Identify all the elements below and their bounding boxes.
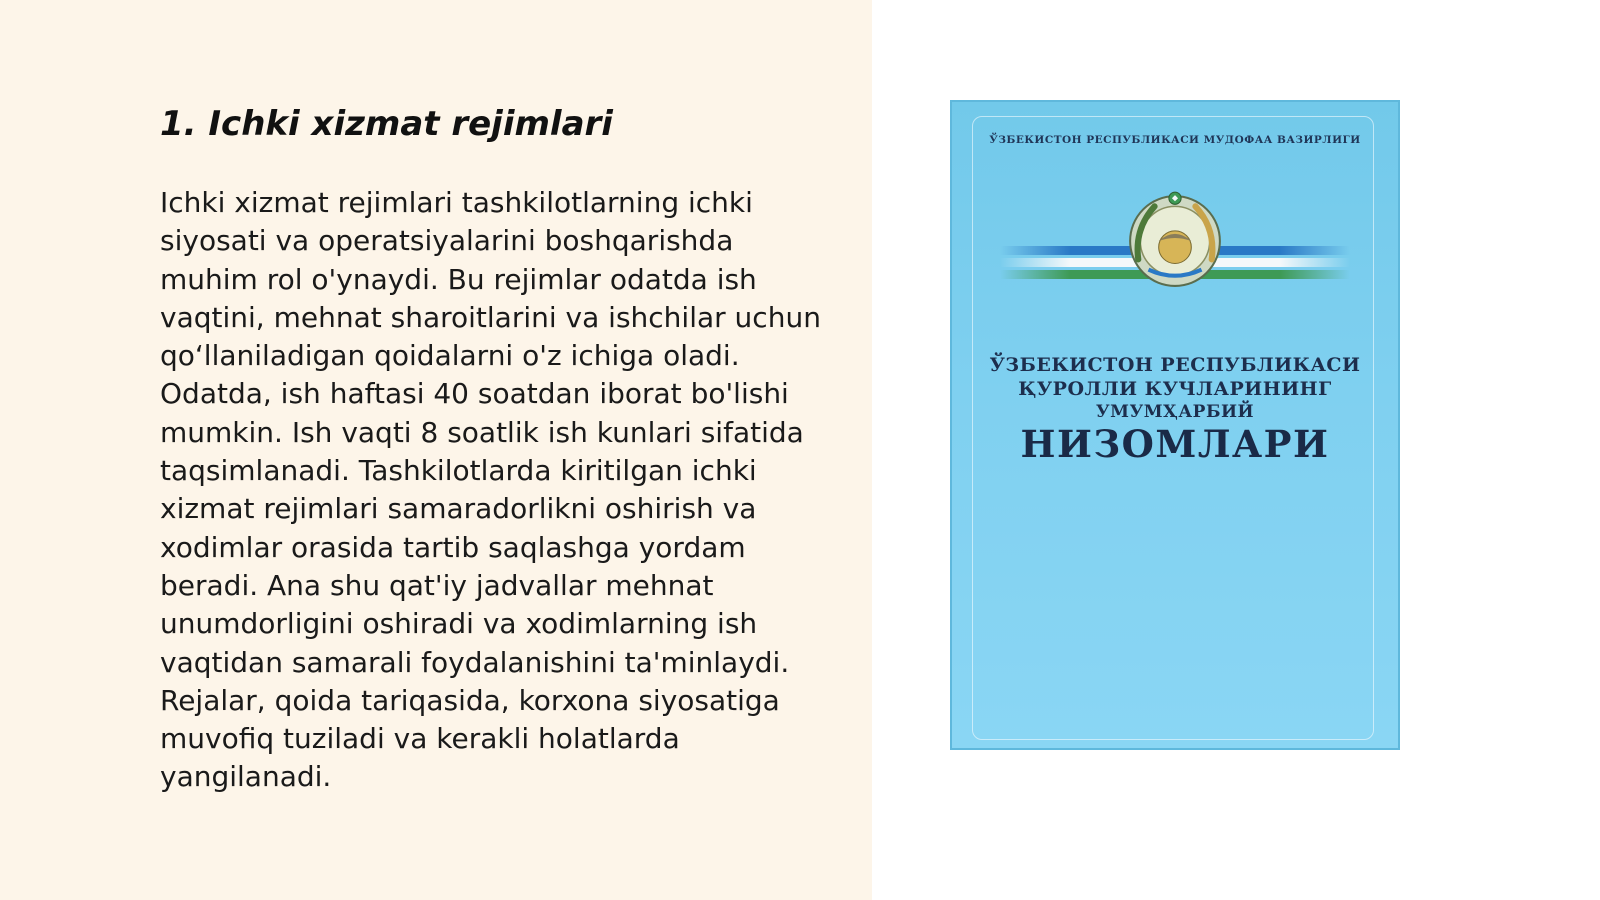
state-emblem-icon xyxy=(1124,188,1226,290)
slide-body-text: Ichki xizmat rejimlari tashkilotlarning ichki siyosati va operatsiyalarini boshqarishda muhim rol o'ynaydi. Bu rejimlar odatda ish vaqtini, mehnat sharoitlarini va ishchilar uchun qo‘llaniladigan qoidalarni o'z ichiga oladi. Odatda, ish haftasi 40 soatdan iborat bo'lishi mumkin. Ish vaqti 8 soatlik ish kunlari sifatida taqsimlanadi. Tashkilotlarda kiritilgan ichki xizmat rejimlari samaradorlikni oshirish va xodimlar orasida tartib saqlashga yordam beradi. Ana shu qat'iy jadvallar mehnat unumdorligini oshiradi va xodimlarning ish vaqtidan samarali foydalanishini ta'minlaydi. Rejalar, qoida tariqasida, korxona siyosatiga muvofiq tuziladi va kerakli holatlarda yangilanadi. xyxy=(160,186,821,794)
book-title-line-3: УМУМҲАРБИЙ xyxy=(1095,402,1255,422)
slide-heading: 1. Ichki xizmat rejimlari xyxy=(160,104,613,144)
book-title-line-2: ҚУРОЛЛИ КУЧЛАРИНИНГ xyxy=(1018,378,1332,400)
book-cover-image xyxy=(950,100,1400,750)
book-title-main: НИЗОМЛАРИ xyxy=(1020,422,1330,466)
book-cover-ministry-line: ЎЗБЕКИСТОН РЕСПУБЛИКАСИ МУДОФАА ВАЗИРЛИГИ xyxy=(989,134,1361,146)
book-title-line-1: ЎЗБЕКИСТОН РЕСПУБЛИКАСИ xyxy=(989,354,1361,376)
